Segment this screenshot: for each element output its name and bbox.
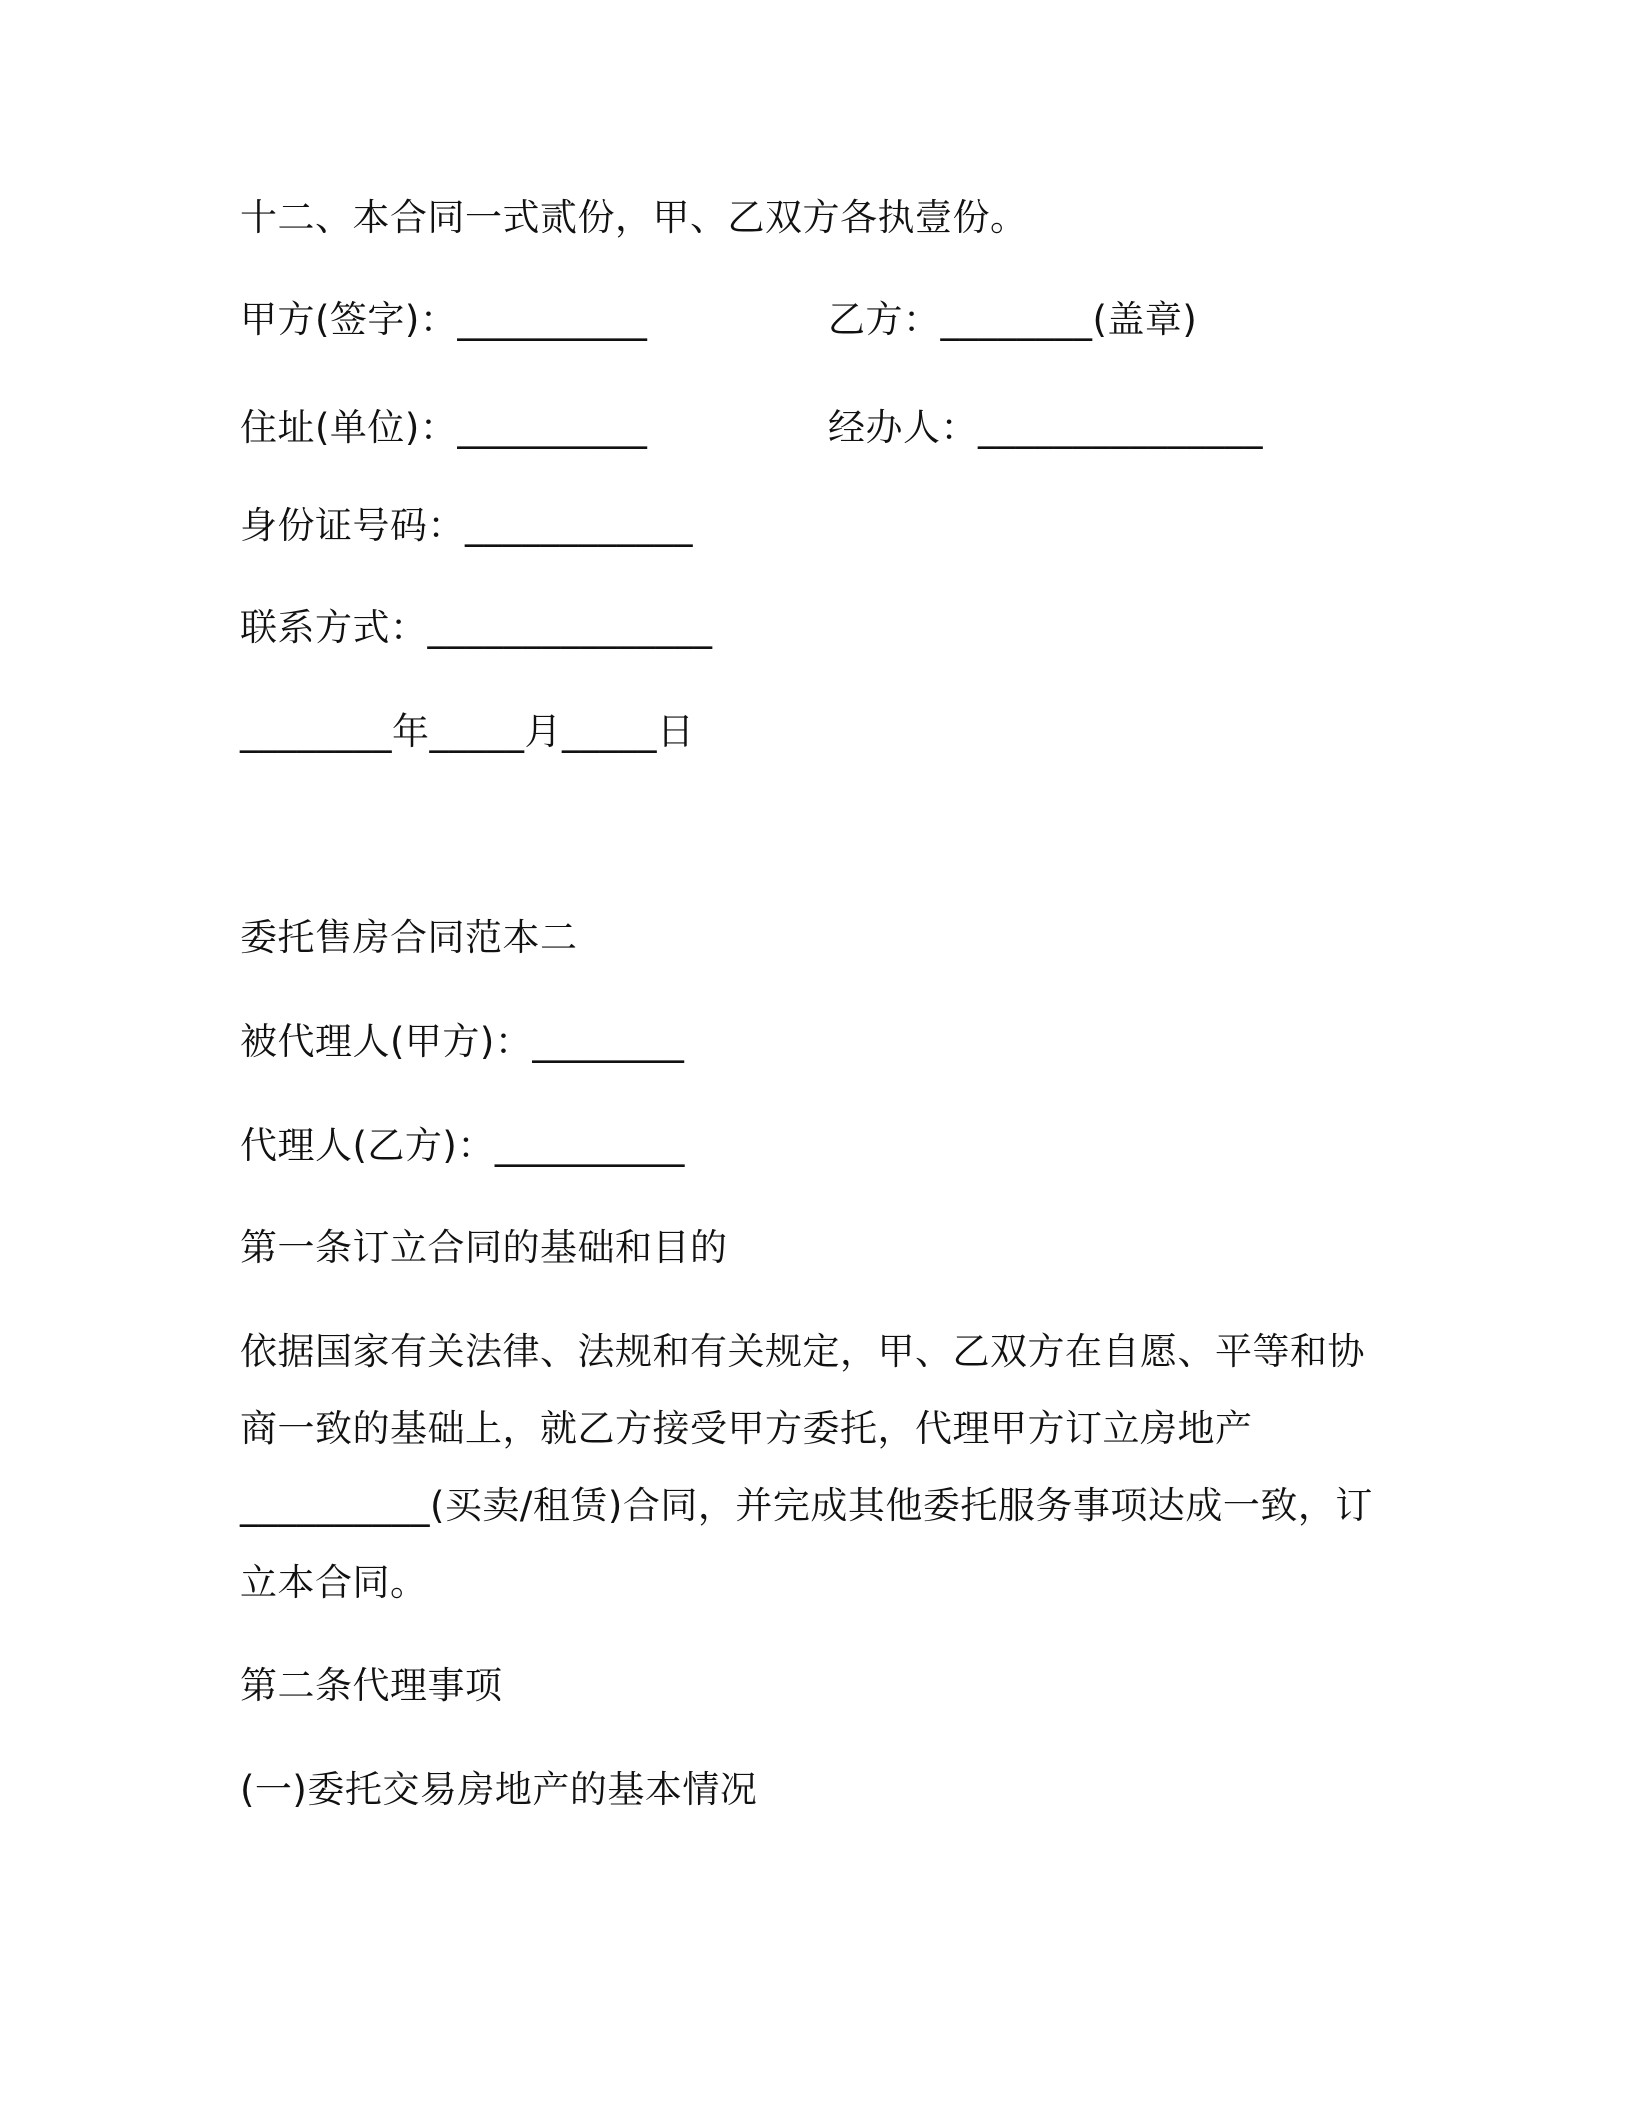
id-number-field: 身份证号码：____________ <box>240 504 693 547</box>
party-a-signature-field: 甲方(签字)：__________ <box>240 298 648 341</box>
clause-12: 十二、本合同一式贰份，甲、乙双方各执壹份。 <box>240 196 1028 239</box>
handler-field: 经办人：_______________ <box>828 406 1263 449</box>
contact-field: 联系方式：_______________ <box>240 606 713 649</box>
article-1-body: 依据国家有关法律、法规和有关规定，甲、乙双方在自愿、平等和协商一致的基础上，就乙方接受甲方委托，代理甲方订立房地产__________(买卖/租赁)合同，并完成其他委托服务事项达成一致，订立本合同。 <box>240 1330 1373 1604</box>
sample-2-title: 委托售房合同范本二 <box>240 916 578 959</box>
date-field: ________年_____月_____日 <box>240 710 695 753</box>
address-field: 住址(单位)：__________ <box>240 406 648 449</box>
article-1-title: 第一条订立合同的基础和目的 <box>240 1226 728 1269</box>
agent-field: 代理人(乙方)：__________ <box>240 1124 685 1167</box>
article-2-title: 第二条代理事项 <box>240 1664 503 1707</box>
party-b-seal-field: 乙方：________(盖章) <box>828 298 1198 341</box>
article-2-item-1: (一)委托交易房地产的基本情况 <box>240 1768 758 1811</box>
principal-field: 被代理人(甲方)：________ <box>240 1020 685 1063</box>
